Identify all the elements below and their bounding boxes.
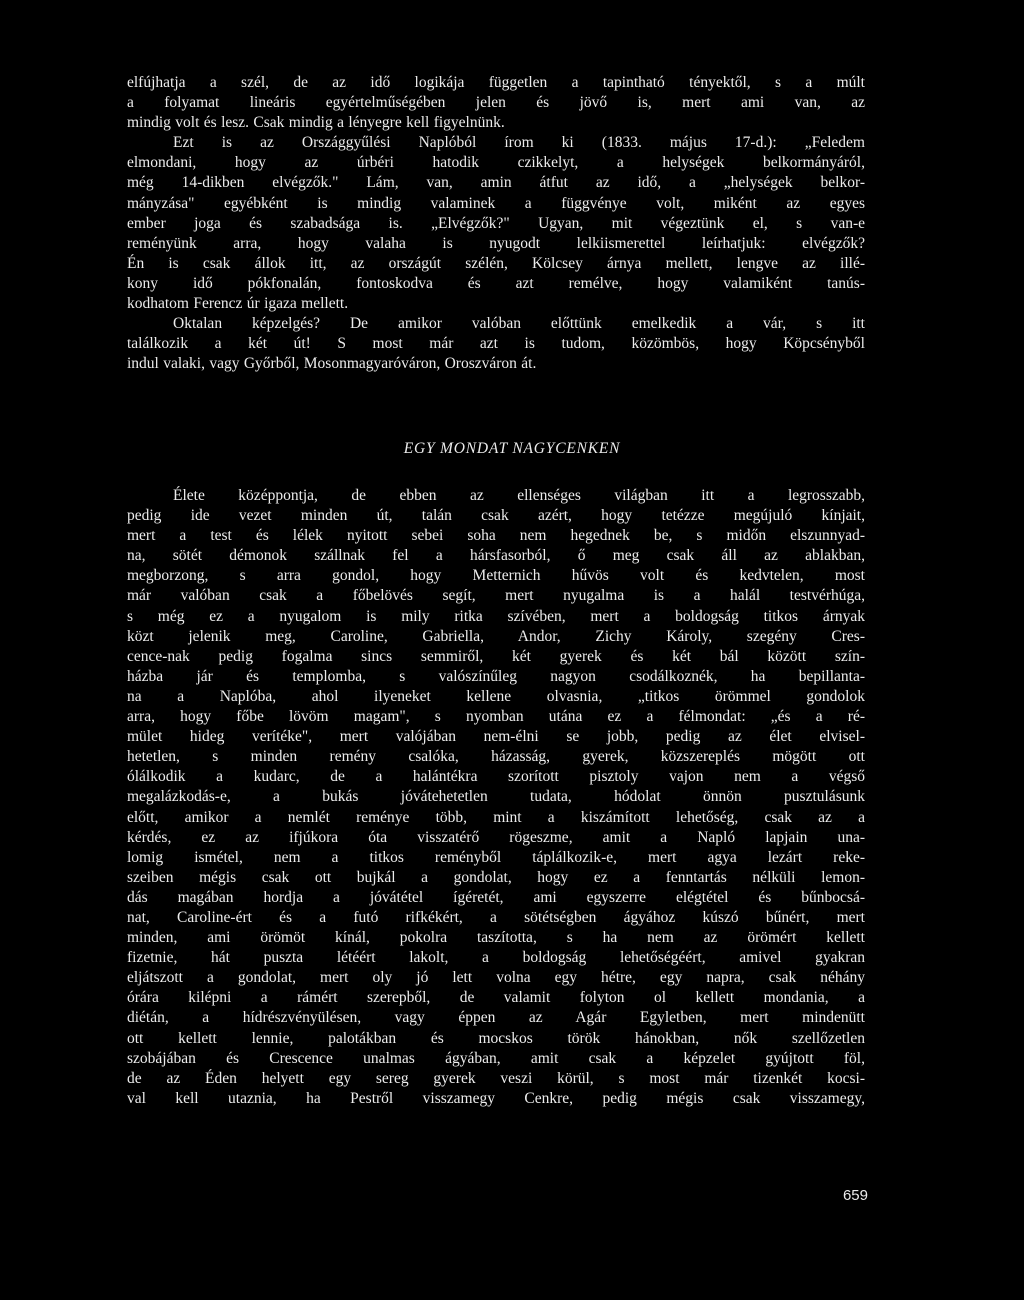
text-line: kodhatom Ferencz úr igaza mellett.	[127, 295, 349, 313]
text-line: eljátszott a gondolat, mert oly jó lett volna egy hétre, egy napra, csak néhány	[127, 969, 865, 987]
text-line: találkozik a két út! S most már azt is tudom, közömbös, hogy Köpcsényből	[127, 335, 865, 353]
text-line: mület hideg verítéke", mert valójában nem-élni se jobb, pedig az élet elvisel-	[127, 728, 865, 746]
text-line: ember joga és szabadsága is. „Elvégzők?" Ugyan, mit végeztünk el, s van-e	[127, 214, 865, 232]
text-line: megalázkodás-e, a bukás jóvátehetetlen tudata, hódolat önnön pusztulásunk	[127, 788, 865, 806]
text-line: val kell utaznia, ha Pestről visszamegy Cenkre, pedig mégis csak visszamegy,	[127, 1089, 865, 1107]
text-line: kony idő pókfonalán, fontoskodva és azt remélve, hogy valamiként tanús-	[127, 274, 865, 292]
text-line: közt jelenik meg, Caroline, Gabriella, Andor, Zichy Károly, szegény Cres-	[127, 627, 865, 645]
text-line: még 14-dikben elvégzők." Lám, van, amin átfut az idő, a „helységek belkor-	[127, 174, 865, 192]
text-line: s még ez a nyugalom is mily ritka szívében, mert a boldogság titkos árnyak	[127, 607, 865, 625]
text-line: mányzása" egyébként is mindig valaminek a függvénye volt, miként az egyes	[127, 194, 865, 212]
text-line: ott kellett lennie, palotákban és mocskos török hánokban, nők szellőzetlen	[127, 1029, 865, 1047]
text-line: előtt, amikor a nemlét reménye több, mint a kiszámított lehetőség, csak az a	[127, 808, 865, 826]
text-line: mindig volt és lesz. Csak mindig a lényegre kell figyelnünk.	[127, 114, 505, 132]
text-line: elmondani, hogy az úrbéri hatodik czikkelyt, a helységek belkormányáról,	[127, 154, 865, 172]
text-line: dás magában hordja a jóvátétel ígéretét, ami egyszerre elégtétel és bűnbocsá-	[127, 888, 865, 906]
text-line: megborzong, s arra gondol, hogy Metternich hűvös volt és kedvtelen, most	[127, 567, 865, 585]
text-line: reményünk arra, hogy valaha is nyugodt lelkiismerettel leírhatjuk: elvégzők?	[127, 234, 865, 252]
text-line: szeiben mégis csak ott bujkál a gondolat, hogy ez a fenntartás nélküli lemon-	[127, 868, 865, 886]
text-line: diétán, a hídrészvényülésen, vagy éppen az Agár Egyletben, mert mindenütt	[127, 1009, 865, 1027]
page-number: 659	[842, 1187, 868, 1204]
text-line: a folyamat lineáris egyértelműségében jelen és jövő is, mert ami van, az	[127, 94, 865, 112]
text-line: órára kilépni a rámért szerepből, de valamit folyton ol kellett mondania, a	[127, 989, 865, 1007]
text-line: nat, Caroline-ért és a futó rifkékért, a sötétségben ágyához kúszó bűnért, mert	[127, 908, 865, 926]
text-line: elfújhatja a szél, de az idő logikája független a tapintható tényektől, s a múlt	[127, 74, 865, 91]
text-line: Oktalan képzelgés? De amikor valóban előttünk emelkedik a vár, s itt	[173, 315, 865, 333]
text-line: na, sötét démonok szállnak fel a hársfasorból, ő meg csak áll az ablakban,	[127, 547, 865, 565]
text-line: mert a test és lélek nyitott sebei soha nem hegednek be, s midőn elszunnyad-	[127, 527, 865, 545]
text-line: fizetnie, hát puszta létéért lakolt, a boldogság lehetőségéért, amivel gyakran	[127, 949, 865, 967]
text-line: lomig ismétel, nem a titkos reményből táplálkozik-e, mert agya lezárt reke-	[127, 848, 865, 866]
body-text-block	[127, 486, 865, 1109]
text-line: Élete középpontja, de ebben az ellenséges világban itt a legrosszabb,	[173, 487, 865, 504]
text-line: ólálkodik a kudarc, de a halántékra szorított pisztoly vajon nem a végső	[127, 768, 865, 786]
intro-text-block	[127, 73, 865, 374]
section-heading: EGY MONDAT NAGYCENKEN	[403, 440, 621, 457]
text-line: már valóban csak a főbelövés segít, mert nyugalma is a halál testvérhúga,	[127, 587, 865, 605]
text-line: kérdés, ez az ifjúkora óta visszatérő rögeszme, amit a Napló lapjain una-	[127, 828, 865, 846]
text-line: házba jár és templomba, s valószínűleg nagyon csodálkoznék, ha bepillanta-	[127, 667, 865, 685]
text-line: szobájában és Crescence unalmas ágyában, amit csak a képzelet gyújtott föl,	[127, 1049, 865, 1067]
text-line: Ezt is az Országgyűlési Naplóból írom ki (1833. május 17-d.): „Feledem	[173, 134, 865, 152]
text-line: de az Éden helyett egy sereg gyerek veszi körül, s most már tizenkét kocsi-	[127, 1069, 865, 1087]
text-line: Én is csak állok itt, az országút szélén, Kölcsey árnya mellett, lengve az illé-	[127, 254, 865, 272]
text-line: indul valaki, vagy Győrből, Mosonmagyaróváron, Oroszváron át.	[127, 355, 537, 373]
text-line: hetetlen, s minden remény csalóka, házasság, gyerek, közszereplés mögött ott	[127, 748, 865, 766]
text-line: cence-nak pedig fogalma sincs semmiről, két gyerek és két bál között szín-	[127, 647, 865, 665]
text-line: minden, ami örömöt kínál, pokolra taszította, s ha nem az örömért kellett	[127, 929, 865, 947]
text-line: pedig ide vezet minden út, talán csak azért, hogy tetézze megújuló kínjait,	[127, 507, 865, 525]
text-line: na a Naplóba, ahol ilyeneket kellene olvasnia, „titkos örömmel gondolok	[127, 687, 865, 705]
text-line: arra, hogy főbe lövöm magam", s nyomban utána ez a félmondat: „és a ré-	[127, 708, 865, 726]
